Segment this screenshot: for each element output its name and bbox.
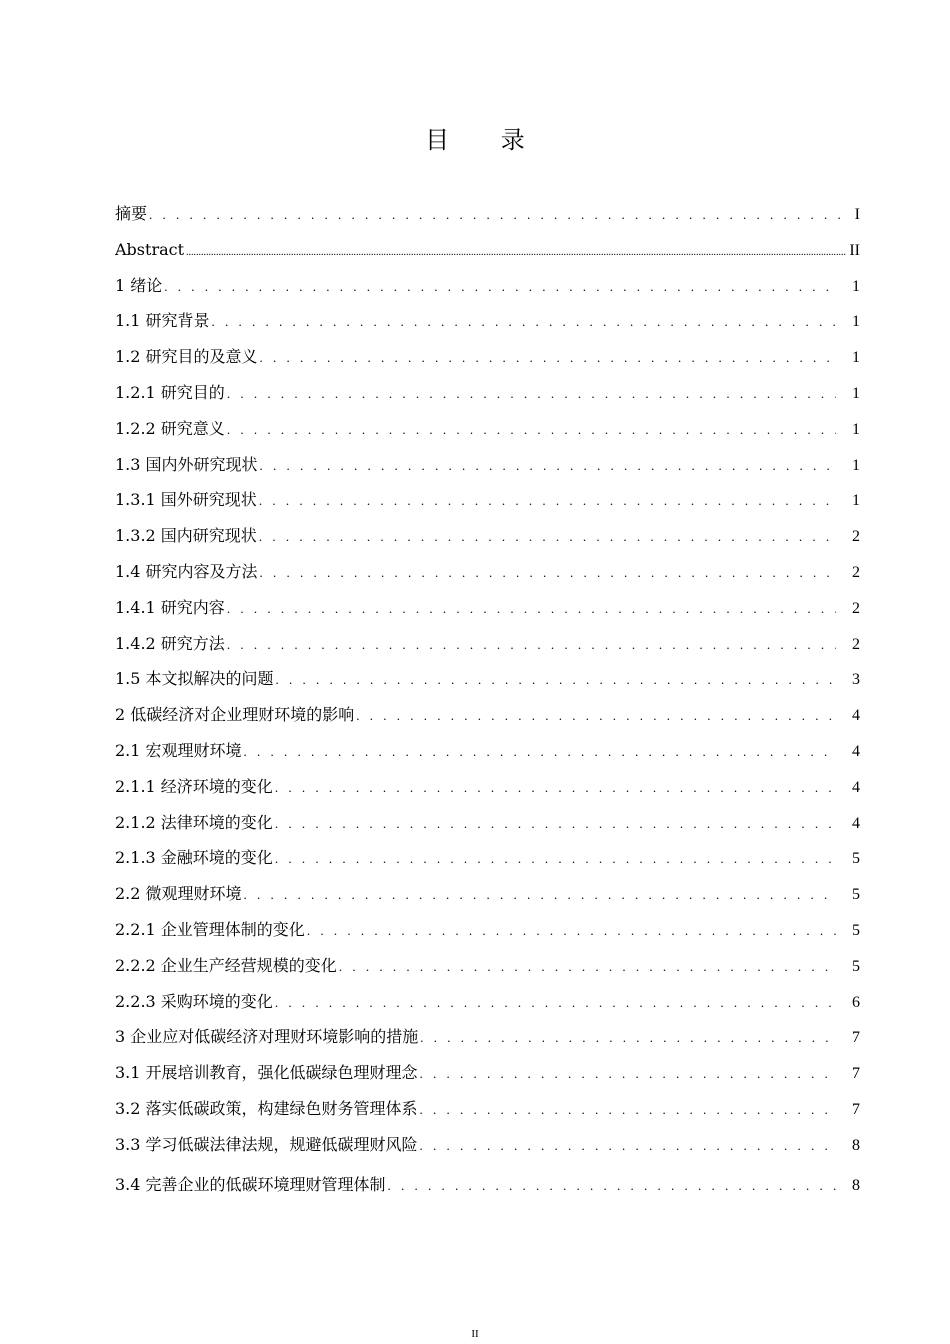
toc-entry-page: 1	[852, 313, 860, 331]
toc-dot-leader	[164, 271, 836, 303]
toc-dot-leader	[227, 593, 836, 625]
toc-dot-leader	[275, 843, 836, 875]
toc-entry-page: 8	[852, 1136, 860, 1154]
toc-entry-label: 1.3 国内外研究现状	[115, 454, 258, 474]
toc-entry[interactable]	[115, 1057, 860, 1093]
toc-dot-leader	[420, 1022, 836, 1054]
toc-entry-page: 4	[852, 814, 860, 832]
toc-entry-page: 2	[852, 635, 860, 653]
toc-entry-label: 1.2.2 研究意义	[115, 418, 225, 438]
toc-dot-leader	[212, 306, 836, 338]
toc-entry-page: 1	[852, 277, 860, 295]
toc-entry-label: 1.5 本文拟解决的问题	[115, 669, 274, 689]
toc-entry-page: 1	[852, 384, 860, 402]
toc-entry-page: 3	[852, 671, 860, 689]
toc-dot-leader	[227, 378, 836, 410]
toc-entry-label: 2.1.3 金融环境的变化	[115, 848, 273, 868]
toc-entry[interactable]	[115, 1129, 860, 1165]
toc-entry[interactable]	[115, 735, 860, 771]
toc-entry-label: 2.2 微观理财环境	[115, 884, 242, 904]
toc-dot-leader	[339, 951, 836, 983]
toc-entry-page: 2	[852, 563, 860, 581]
toc-dot-leader	[307, 915, 836, 947]
toc-entry-label: 1.4.1 研究内容	[115, 597, 225, 617]
toc-dot-leader	[276, 664, 836, 696]
toc-entry-label: 2.1.1 经济环境的变化	[115, 776, 273, 796]
toc-entry-page: 1	[852, 456, 860, 474]
toc-dot-leader	[275, 987, 836, 1019]
toc-entry[interactable]	[115, 556, 860, 592]
toc-entry[interactable]	[115, 413, 860, 449]
toc-entry[interactable]	[115, 842, 860, 878]
toc-entry-label: 1.2 研究目的及意义	[115, 347, 258, 367]
toc-entry-page: 7	[852, 1065, 860, 1083]
toc-entry-page: 2	[852, 528, 860, 546]
table-of-contents	[115, 198, 860, 1205]
toc-entry-page: 4	[852, 707, 860, 725]
toc-entry-page: 2	[852, 599, 860, 617]
toc-dot-leader	[275, 772, 836, 804]
toc-entry-page: 1	[852, 420, 860, 438]
toc-dot-leader	[227, 629, 836, 661]
toc-entry-page: 4	[852, 742, 860, 760]
toc-dot-leader	[260, 557, 836, 589]
toc-dot-leader	[186, 237, 846, 269]
footer-page-number: II	[471, 1328, 479, 1340]
toc-dot-leader	[260, 450, 836, 482]
toc-entry-page: 1	[852, 349, 860, 367]
toc-entry-label: 2.1 宏观理财环境	[115, 740, 242, 760]
toc-dot-leader	[149, 199, 846, 231]
toc-entry-label: 2 低碳经济对企业理财环境的影响	[115, 705, 355, 725]
toc-entry-page: 7	[852, 1029, 860, 1047]
toc-entry-label: 1.4 研究内容及方法	[115, 561, 258, 581]
toc-entry-label: 1.2.1 研究目的	[115, 382, 225, 402]
toc-entry[interactable]	[115, 484, 860, 520]
toc-entry-label: 1.3.1 国外研究现状	[115, 490, 257, 510]
toc-dot-leader	[227, 414, 836, 446]
toc-entry-label: 1.3.2 国内研究现状	[115, 526, 257, 546]
toc-entry[interactable]	[115, 807, 860, 843]
toc-entry-page: 5	[852, 957, 860, 975]
toc-entry[interactable]	[115, 699, 860, 735]
toc-entry-label: 1 绪论	[115, 275, 163, 295]
toc-entry[interactable]	[115, 663, 860, 699]
toc-entry-page: 1	[852, 492, 860, 510]
toc-dot-leader	[259, 485, 836, 517]
toc-dot-leader	[356, 700, 836, 732]
toc-entry[interactable]	[115, 771, 860, 807]
toc-entry[interactable]	[115, 377, 860, 413]
toc-entry[interactable]	[115, 341, 860, 377]
toc-entry-label: Abstract	[115, 239, 185, 259]
toc-entry[interactable]	[115, 592, 860, 628]
toc-dot-leader	[259, 521, 836, 553]
toc-entry-page: 5	[852, 921, 860, 939]
toc-entry[interactable]	[115, 914, 860, 950]
toc-entry[interactable]	[115, 520, 860, 556]
toc-entry-page: 8	[852, 1176, 860, 1194]
toc-entry-page: 4	[852, 778, 860, 796]
toc-entry-label: 3.4 完善企业的低碳环境理财管理体制	[115, 1174, 386, 1194]
toc-entry-label: 3 企业应对低碳经济对理财环境影响的措施	[115, 1027, 419, 1047]
toc-entry-label: 1.4.2 研究方法	[115, 633, 225, 653]
toc-entry[interactable]	[115, 628, 860, 664]
toc-entry-label: 2.2.2 企业生产经营规模的变化	[115, 955, 337, 975]
toc-entry-label: 2.1.2 法律环境的变化	[115, 812, 273, 832]
toc-entry-page: 5	[852, 850, 860, 868]
toc-entry-label: 2.2.3 采购环境的变化	[115, 991, 273, 1011]
toc-entry[interactable]	[115, 305, 860, 341]
toc-dot-leader	[420, 1130, 836, 1162]
toc-dot-leader	[244, 879, 836, 911]
toc-dot-leader	[260, 342, 836, 374]
toc-entry-label: 2.2.1 企业管理体制的变化	[115, 919, 305, 939]
toc-entry[interactable]	[115, 198, 860, 234]
page-title: 目 录	[425, 126, 547, 154]
toc-entry-page: 6	[852, 993, 860, 1011]
toc-entry-label: 摘要	[115, 204, 148, 223]
toc-dot-leader	[420, 1058, 836, 1090]
toc-entry-page: 5	[852, 886, 860, 904]
toc-entry[interactable]	[115, 234, 860, 270]
toc-dot-leader	[244, 736, 836, 768]
toc-entry[interactable]	[115, 1093, 860, 1129]
toc-dot-leader	[388, 1166, 836, 1205]
toc-entry-label: 3.2 落实低碳政策，构建绿色财务管理体系	[115, 1098, 418, 1118]
toc-entry-label: 3.3 学习低碳法律法规，规避低碳理财风险	[115, 1134, 418, 1154]
toc-entry[interactable]	[115, 1165, 860, 1205]
toc-dot-leader	[420, 1094, 836, 1126]
toc-entry[interactable]	[115, 878, 860, 914]
toc-entry[interactable]	[115, 270, 860, 306]
toc-entry[interactable]	[115, 449, 860, 485]
toc-entry-page: 7	[852, 1100, 860, 1118]
toc-entry-page: II	[849, 241, 860, 259]
toc-entry-label: 1.1 研究背景	[115, 311, 210, 331]
toc-entry-label: 3.1 开展培训教育，强化低碳绿色理财理念	[115, 1063, 418, 1083]
toc-entry-page: I	[854, 206, 860, 223]
toc-entry[interactable]	[115, 1021, 860, 1057]
toc-entry[interactable]	[115, 950, 860, 986]
toc-dot-leader	[275, 808, 836, 840]
toc-entry[interactable]	[115, 986, 860, 1022]
